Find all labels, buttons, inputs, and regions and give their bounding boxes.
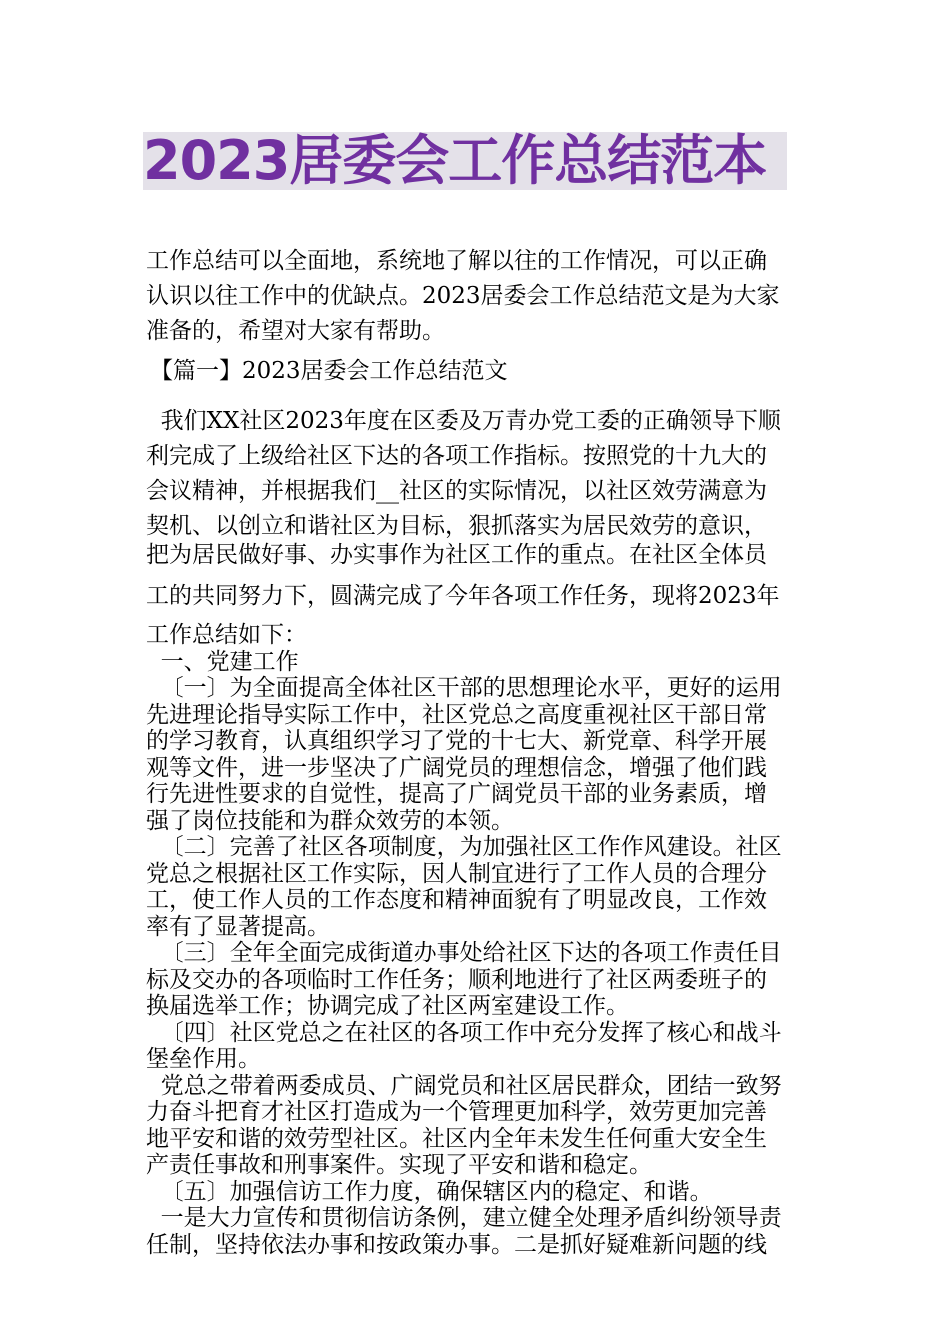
text-line: 标及交办的各项临时工作任务；顺利地进行了社区两委班子的 [146,966,767,993]
text-line: 先进理论指导实际工作中，社区党总之高度重视社区干部日常 [146,701,767,728]
text-line: 地平安和谐的效劳型社区。社区内全年未发生任何重大安全生 [146,1125,767,1152]
document-title: 2023居委会工作总结范本 [143,129,767,192]
text-line: 党总之带着两委成员、广阔党员和社区居民群众，团结一致努 [146,1072,782,1099]
text-line: 认识以往工作中的优缺点。2023居委会工作总结范文是为大家 [146,283,780,309]
text-line: 力奋斗把育才社区打造成为一个管理更加科学，效劳更加完善 [146,1099,767,1125]
text-line: 产责任事故和刑事案件。实现了平安和谐和稳定。 [146,1152,652,1178]
text-line: 〔二〕完善了社区各项制度，为加强社区工作作风建设。社区 [146,834,782,860]
text-line: 强了岗位技能和为群众效劳的本领。 [146,807,514,834]
text-line: 准备的，希望对大家有帮助。 [146,318,445,344]
text-line: 契机、以创立和谐社区为目标，狠抓落实为居民效劳的意识， [146,513,767,539]
text-line: 工作总结如下： [146,622,307,648]
text-line: 〔一〕为全面提高全体社区干部的思想理论水平，更好的运用 [146,675,782,701]
text-line: 的学习教育，认真组织学习了党的十七大、新党章、科学开展 [146,728,767,754]
text-line: 会议精神，并根据我们__社区的实际情况，以社区效劳满意为 [146,478,767,504]
text-line: 工作总结可以全面地，系统地了解以往的工作情况，可以正确 [146,248,767,274]
text-line: 换届选举工作；协调完成了社区两室建设工作。 [146,993,629,1019]
text-line: 一、党建工作 [146,648,299,675]
body-paragraph-4 [146,622,814,1258]
intro-paragraph [146,244,814,349]
text-line: 堡垒作用。 [146,1046,261,1072]
text-line: 党总之根据社区工作实际，因人制宜进行了工作人员的合理分 [146,860,767,887]
text-line: 行先进性要求的自觉性，提高了广阔党员干部的业务素质，增 [146,781,767,807]
text-line: 观等文件，进一步坚决了广阔党员的理想信念，增强了他们践 [146,754,767,781]
text-line: 〔三〕全年全面完成街道办事处给社区下达的各项工作责任目 [146,940,782,966]
text-line: 〔四〕社区党总之在社区的各项工作中充分发挥了核心和战斗 [146,1019,782,1046]
text-line: 工的共同努力下，圆满完成了今年各项工作任务，现将2023年 [146,583,780,609]
text-line: 任制，坚持依法办事和按政策办事。二是抓好疑难新问题的线 [146,1231,767,1258]
text-line: 一是大力宣传和贯彻信访条例，建立健全处理矛盾纠纷领导责 [146,1205,782,1231]
section-heading-text: 【篇一】2023居委会工作总结范文 [150,358,508,384]
section-heading [150,354,818,389]
text-line: 工，使工作人员的工作态度和精神面貌有了明显改良，工作效 [146,887,767,913]
body-paragraph-3 [146,579,814,614]
body-paragraph-2 [146,538,814,573]
text-line: 利完成了上级给社区下达的各项工作指标。按照党的十九大的 [146,443,767,469]
text-line: 把为居民做好事、办实事作为社区工作的重点。在社区全体员 [146,542,767,568]
text-line: 我们XX社区2023年度在区委及万青办党工委的正确领导下顺 [146,408,781,434]
text-line: 率有了显著提高。 [146,913,330,940]
text-line: 〔五〕加强信访工作力度，确保辖区内的稳定、和谐。 [146,1178,713,1205]
body-paragraph-1 [146,404,814,544]
